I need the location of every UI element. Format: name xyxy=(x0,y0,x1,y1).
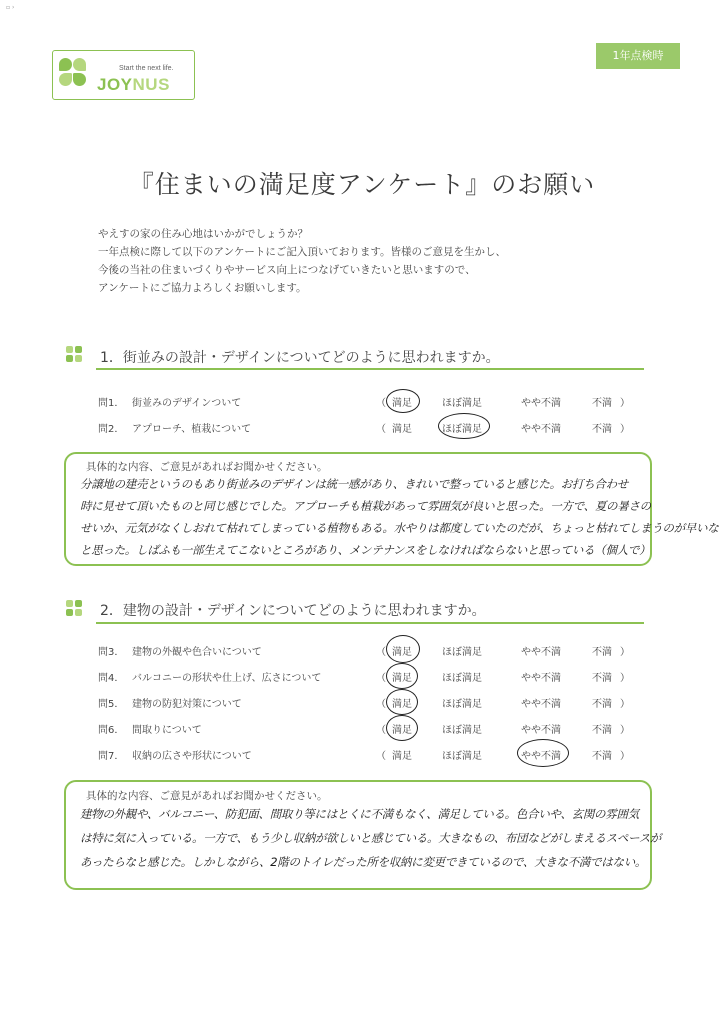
option-mostly-satisfied[interactable]: ほぼ満足 xyxy=(442,424,482,435)
logo-leaf-icon xyxy=(73,58,86,71)
option-somewhat-dissatisfied[interactable]: やや不満 xyxy=(521,424,561,435)
option-somewhat-dissatisfied[interactable]: やや不満 xyxy=(521,725,561,736)
option-satisfied[interactable]: 満足 xyxy=(392,673,412,684)
option-dissatisfied[interactable]: 不満 xyxy=(592,398,612,409)
comment-box-2[interactable] xyxy=(64,780,662,890)
option-mostly-satisfied[interactable]: ほぼ満足 xyxy=(442,673,482,684)
option-dissatisfied[interactable]: 不満 xyxy=(592,699,612,710)
option-mostly-satisfied[interactable]: ほぼ満足 xyxy=(442,699,482,710)
option-mostly-satisfied[interactable]: ほぼ満足 xyxy=(442,398,482,409)
selection-circle xyxy=(386,689,418,715)
logo-leaf-icon xyxy=(59,73,72,86)
logo-leaf-icon xyxy=(73,73,86,86)
section-bullet-icon xyxy=(66,346,84,364)
selection-circle xyxy=(386,715,418,741)
option-somewhat-dissatisfied[interactable]: やや不満 xyxy=(521,647,561,658)
comment-text: 建物の外観や、バルコニー、防犯面、間取り等にはとくに不満もなく、満足している。色合いや、玄関の雰囲気 は特に気に入っている。一方で、もう少し収納が欲しいと感じている。大きなもの、布団などがしまえるスペースが あったらなと感じた。しかしながら、2階のトイレだった所を収納に変更できているので、大きな不満ではない。 xyxy=(80,807,662,869)
option-dissatisfied[interactable]: 不満 xyxy=(592,751,612,762)
logo-leaf-icon xyxy=(59,58,72,71)
option-dissatisfied[interactable]: 不満 xyxy=(592,424,612,435)
option-mostly-satisfied[interactable]: ほぼ満足 xyxy=(442,751,482,762)
comment-label: 具体的な内容、ご意見があればお聞かせください。 xyxy=(86,461,328,473)
option-somewhat-dissatisfied[interactable]: やや不満 xyxy=(521,398,561,409)
logo-brand: JOYNUS xyxy=(97,75,170,94)
company-logo xyxy=(52,50,195,100)
scan-mark-icon: ▫ › xyxy=(6,4,15,11)
section2-divider xyxy=(96,622,644,624)
question-row-3: 問3． 建物の外観や色合いについて （ 満足 ほぼ満足 やや不満 不満 ） xyxy=(98,643,658,663)
section-bullet-icon xyxy=(66,600,84,618)
option-somewhat-dissatisfied[interactable]: やや不満 xyxy=(521,699,561,710)
section2-title: 2．建物の設計・デザインについてどのように思われますか。 xyxy=(100,603,486,619)
option-dissatisfied[interactable]: 不満 xyxy=(592,725,612,736)
selection-circle xyxy=(517,739,569,767)
option-satisfied[interactable]: 満足 xyxy=(392,424,412,435)
question-row-4: 問4． バルコニーの形状や仕上げ、広さについて （ 満足 ほぼ満足 やや不満 不満 ） xyxy=(98,669,658,689)
option-satisfied[interactable]: 満足 xyxy=(392,647,412,658)
option-satisfied[interactable]: 満足 xyxy=(392,725,412,736)
selection-circle xyxy=(386,389,420,413)
question-row-2: 問2． アプローチ、植栽について （ 満足 ほぼ満足 やや不満 不満 ） xyxy=(98,420,658,440)
selection-circle xyxy=(386,663,418,689)
option-mostly-satisfied[interactable]: ほぼ満足 xyxy=(442,647,482,658)
inspection-badge: 1年点検時 xyxy=(596,43,680,69)
option-satisfied[interactable]: 満足 xyxy=(392,699,412,710)
comment-text: 分譲地の建売というのもあり街並みのデザインは統一感があり、きれいで整っていると感じた。お打ち合わせ 時に見せて頂いたものと同じ感じでした。アプローチも植栽があって雰囲気が良いと思った。一方で、夏の暑さの せいか、元気がなくしおれて枯れてしまっている植物もある。水やりは都度していたのだが、ちょっと枯れてしまうのが早いな と思った。しばふも一部生えてこないところがあり、メンテナンスをしなければならないと思っている（個人で） xyxy=(80,477,719,557)
question-row-6: 問6． 間取りについて （ 満足 ほぼ満足 やや不満 不満 ） xyxy=(98,721,658,741)
intro-text: やえすの家の住み心地はいかがでしょうか？ 一年点検に際して以下のアンケートにご記入頂いております。皆様のご意見を生かし、 今後の当社の住まいづくりやサービス向上につなげていきたいと思いますので、 アンケートにご協力よろしくお願いします。 xyxy=(98,228,507,294)
question-row-1: 問1． 街並みのデザインついて （ 満足 ほぼ満足 やや不満 不満 ） xyxy=(98,394,658,414)
question-row-7: 問7． 収納の広さや形状について （ 満足 ほぼ満足 やや不満 不満 ） xyxy=(98,747,658,767)
logo-tagline: Start the next life. xyxy=(119,65,174,72)
option-somewhat-dissatisfied[interactable]: やや不満 xyxy=(521,751,561,762)
section1-title: 1．街並みの設計・デザインについてどのように思われますか。 xyxy=(100,350,500,366)
page-title: 『住まいの満足度アンケート』のお願い xyxy=(128,170,596,199)
comment-label: 具体的な内容、ご意見があればお聞かせください。 xyxy=(86,790,328,802)
option-somewhat-dissatisfied[interactable]: やや不満 xyxy=(521,673,561,684)
option-satisfied[interactable]: 満足 xyxy=(392,398,412,409)
option-mostly-satisfied[interactable]: ほぼ満足 xyxy=(442,725,482,736)
selection-circle xyxy=(438,413,490,439)
comment-box-1[interactable] xyxy=(64,452,719,566)
question-row-5: 問5． 建物の防犯対策について （ 満足 ほぼ満足 やや不満 不満 ） xyxy=(98,695,658,715)
selection-circle xyxy=(386,635,420,663)
section1-divider xyxy=(96,368,644,370)
option-satisfied[interactable]: 満足 xyxy=(392,751,412,762)
option-dissatisfied[interactable]: 不満 xyxy=(592,647,612,658)
option-dissatisfied[interactable]: 不満 xyxy=(592,673,612,684)
